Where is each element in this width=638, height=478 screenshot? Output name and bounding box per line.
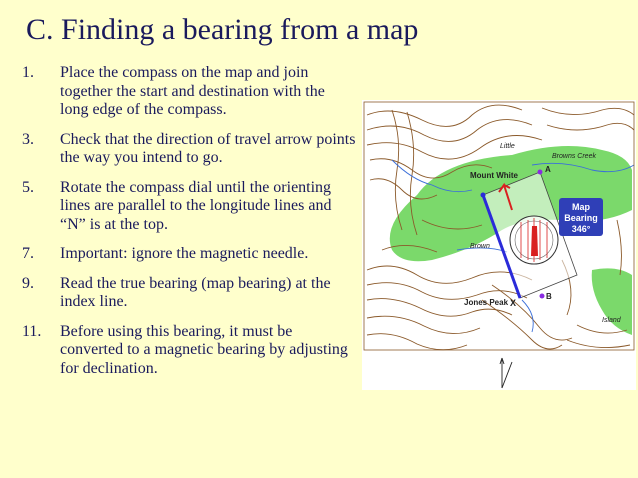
step-number: 11. <box>22 322 42 340</box>
step-number: 7. <box>22 245 34 262</box>
steps-list <box>22 64 357 389</box>
list-item <box>22 275 357 312</box>
place-little: Little <box>500 143 515 150</box>
list-item <box>22 179 357 235</box>
list-item <box>22 245 357 264</box>
step-number: 5. <box>22 178 34 196</box>
step-number: 3. <box>22 130 34 148</box>
bearing-label-line2: Bearing <box>564 213 598 223</box>
step-number: 9. <box>22 274 34 292</box>
list-item <box>22 131 357 168</box>
slide-title: C. Finding a bearing from a map <box>26 13 419 46</box>
place-brown: Brown <box>470 243 490 250</box>
marker-b-dot <box>540 294 545 299</box>
topo-map-figure <box>362 100 636 390</box>
north-arrow-icon <box>500 358 512 388</box>
bearing-label-line1: Map <box>572 202 590 212</box>
place-browns-creek: Browns Creek <box>552 153 596 160</box>
marker-b-label: B <box>546 292 552 301</box>
step-number: 1. <box>22 64 34 81</box>
step-text: Rotate the compass dial until the orienting lines are parallel to the longitude lines and “N” is at the top. <box>60 178 332 233</box>
list-item <box>22 64 357 120</box>
bearing-label-value: 346° <box>571 224 591 234</box>
list-item <box>22 323 357 379</box>
place-jones-peak: Jones Peak <box>464 298 509 307</box>
marker-a-label: A <box>545 165 551 174</box>
step-text: Check that the direction of travel arrow points the way you intend to go. <box>60 130 356 166</box>
step-text: Place the compass on the map and join together the start and destination with the long edge of the compass. <box>60 64 325 118</box>
step-text: Important: ignore the magnetic needle. <box>60 245 309 262</box>
step-text: Read the true bearing (map bearing) at the index line. <box>60 274 331 310</box>
step-text: Before using this bearing, it must be converted to a magnetic bearing by adjusting for declination. <box>60 322 348 377</box>
place-island: Island <box>602 317 621 324</box>
marker-x-label: X <box>510 298 517 308</box>
start-dot <box>481 193 486 198</box>
vegetation-area <box>592 268 632 335</box>
place-mount-white: Mount White <box>470 171 518 180</box>
marker-a-dot <box>538 170 543 175</box>
topo-map-svg <box>362 100 636 390</box>
